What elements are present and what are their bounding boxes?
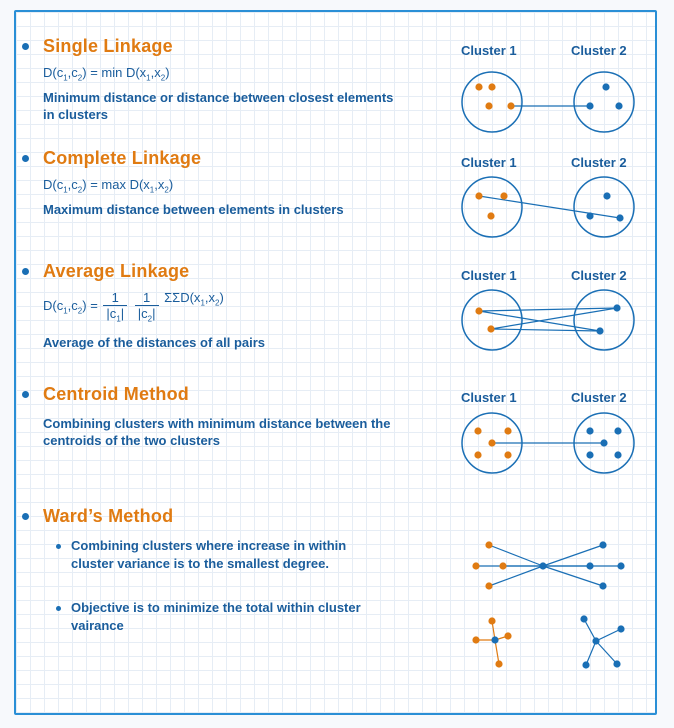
blue-point xyxy=(586,562,593,569)
orange-point xyxy=(472,636,479,643)
cluster-2-label: Cluster 2 xyxy=(571,155,627,170)
orange-point xyxy=(504,632,511,639)
orange-point xyxy=(487,325,494,332)
cluster-2-circle xyxy=(574,290,634,350)
ward-line xyxy=(543,566,603,586)
cluster-1-circle xyxy=(462,290,522,350)
orange-point xyxy=(499,562,506,569)
single-linkage-description: Minimum distance or distance between closest elements in clusters xyxy=(43,89,394,122)
link-line xyxy=(479,308,617,311)
orange-point xyxy=(487,212,494,219)
blue-point xyxy=(602,83,609,90)
blue-point xyxy=(599,541,606,548)
blue-point xyxy=(613,304,620,311)
ward-blue-line xyxy=(584,619,596,641)
ward-line xyxy=(489,545,543,566)
cluster-2-label: Cluster 2 xyxy=(571,43,627,58)
orange-point xyxy=(504,451,511,458)
blue-point xyxy=(613,660,620,667)
ward-orange-line xyxy=(495,640,499,664)
ward-blue-line xyxy=(586,641,596,665)
cluster-2-label: Cluster 2 xyxy=(571,390,627,405)
blue-point xyxy=(614,451,621,458)
cluster-2-circle xyxy=(574,177,634,237)
centroid-method-title: Centroid Method xyxy=(43,384,189,404)
blue-point xyxy=(603,192,610,199)
complete-linkage-diagram xyxy=(461,155,634,237)
blue-point xyxy=(615,102,622,109)
orange-point xyxy=(475,192,482,199)
merge-center-point xyxy=(539,562,546,569)
link-line xyxy=(491,329,600,331)
blue-cluster-center xyxy=(592,637,599,644)
ward-point-text: Objective is to minimize the total within cluster vairance xyxy=(71,600,361,633)
ward-point-text: Combining clusters where increase in within cluster variance is to the smallest degree. xyxy=(71,538,347,571)
blue-point xyxy=(586,102,593,109)
cluster-2-circle xyxy=(574,72,634,132)
ward-blue-line xyxy=(596,641,617,664)
link-line xyxy=(491,308,617,329)
ward-line xyxy=(543,545,603,566)
cluster-1-label: Cluster 1 xyxy=(461,390,517,405)
orange-point xyxy=(475,307,482,314)
complete-linkage-title: Complete Linkage xyxy=(43,148,202,168)
centroid-method-diagram xyxy=(461,390,634,473)
wards-method-title: Ward’s Method xyxy=(43,506,174,526)
ward-line xyxy=(489,566,543,586)
orange-point xyxy=(495,660,502,667)
blue-point xyxy=(599,582,606,589)
single-linkage-title: Single Linkage xyxy=(43,36,173,56)
blue-point xyxy=(617,562,624,569)
average-linkage-diagram xyxy=(461,268,634,350)
orange-point xyxy=(507,102,514,109)
cluster-1-label: Cluster 1 xyxy=(461,43,517,58)
orange-point xyxy=(488,617,495,624)
orange-point xyxy=(500,192,507,199)
cluster-2-label: Cluster 2 xyxy=(571,268,627,283)
orange-point xyxy=(474,427,481,434)
orange-point xyxy=(485,541,492,548)
orange-point xyxy=(485,102,492,109)
complete-linkage-formula: $D(c_1,c_2) = \max D(x_1,x_2)$ xyxy=(43,177,174,195)
wards-merge-diagram xyxy=(472,541,624,589)
single-linkage-diagram xyxy=(461,43,634,132)
ward-blue-line xyxy=(596,629,621,641)
single-linkage-formula: $D(c_1,c_2) = \min D(x_1,x_2)$ xyxy=(43,65,170,83)
orange-cluster-center xyxy=(491,636,498,643)
orange-point xyxy=(474,451,481,458)
average-linkage-title: Average Linkage xyxy=(43,261,190,281)
average-linkage-formula: $D(c_1,c_2)$ = $\frac{1}{|c_1|}$ $\frac{1}{|c_2|}$ $\Sigma\Sigma D(x_1,x_2)$ xyxy=(43,290,224,324)
average-linkage-description: Average of the distances of all pairs xyxy=(43,334,266,350)
blue-point xyxy=(586,212,593,219)
orange-centroid-point xyxy=(488,439,495,446)
complete-linkage-description: Maximum distance between elements in clusters xyxy=(43,201,344,217)
orange-point xyxy=(488,83,495,90)
orange-point xyxy=(485,582,492,589)
blue-point xyxy=(582,661,589,668)
cluster-1-circle xyxy=(462,177,522,237)
orange-point xyxy=(475,83,482,90)
link-line xyxy=(479,196,620,218)
centroid-method-description: Combining clusters with minimum distance between the centroids of the two clusters xyxy=(43,416,391,448)
cluster-1-label: Cluster 1 xyxy=(461,268,517,283)
blue-point xyxy=(586,451,593,458)
cluster-1-label: Cluster 1 xyxy=(461,155,517,170)
wards-within-cluster-diagram xyxy=(472,615,624,668)
blue-point xyxy=(586,427,593,434)
blue-point xyxy=(596,327,603,334)
blue-point xyxy=(580,615,587,622)
blue-point xyxy=(614,427,621,434)
blue-point xyxy=(616,214,623,221)
orange-point xyxy=(504,427,511,434)
blue-centroid-point xyxy=(600,439,607,446)
cluster-1-circle xyxy=(462,72,522,132)
orange-point xyxy=(472,562,479,569)
blue-point xyxy=(617,625,624,632)
